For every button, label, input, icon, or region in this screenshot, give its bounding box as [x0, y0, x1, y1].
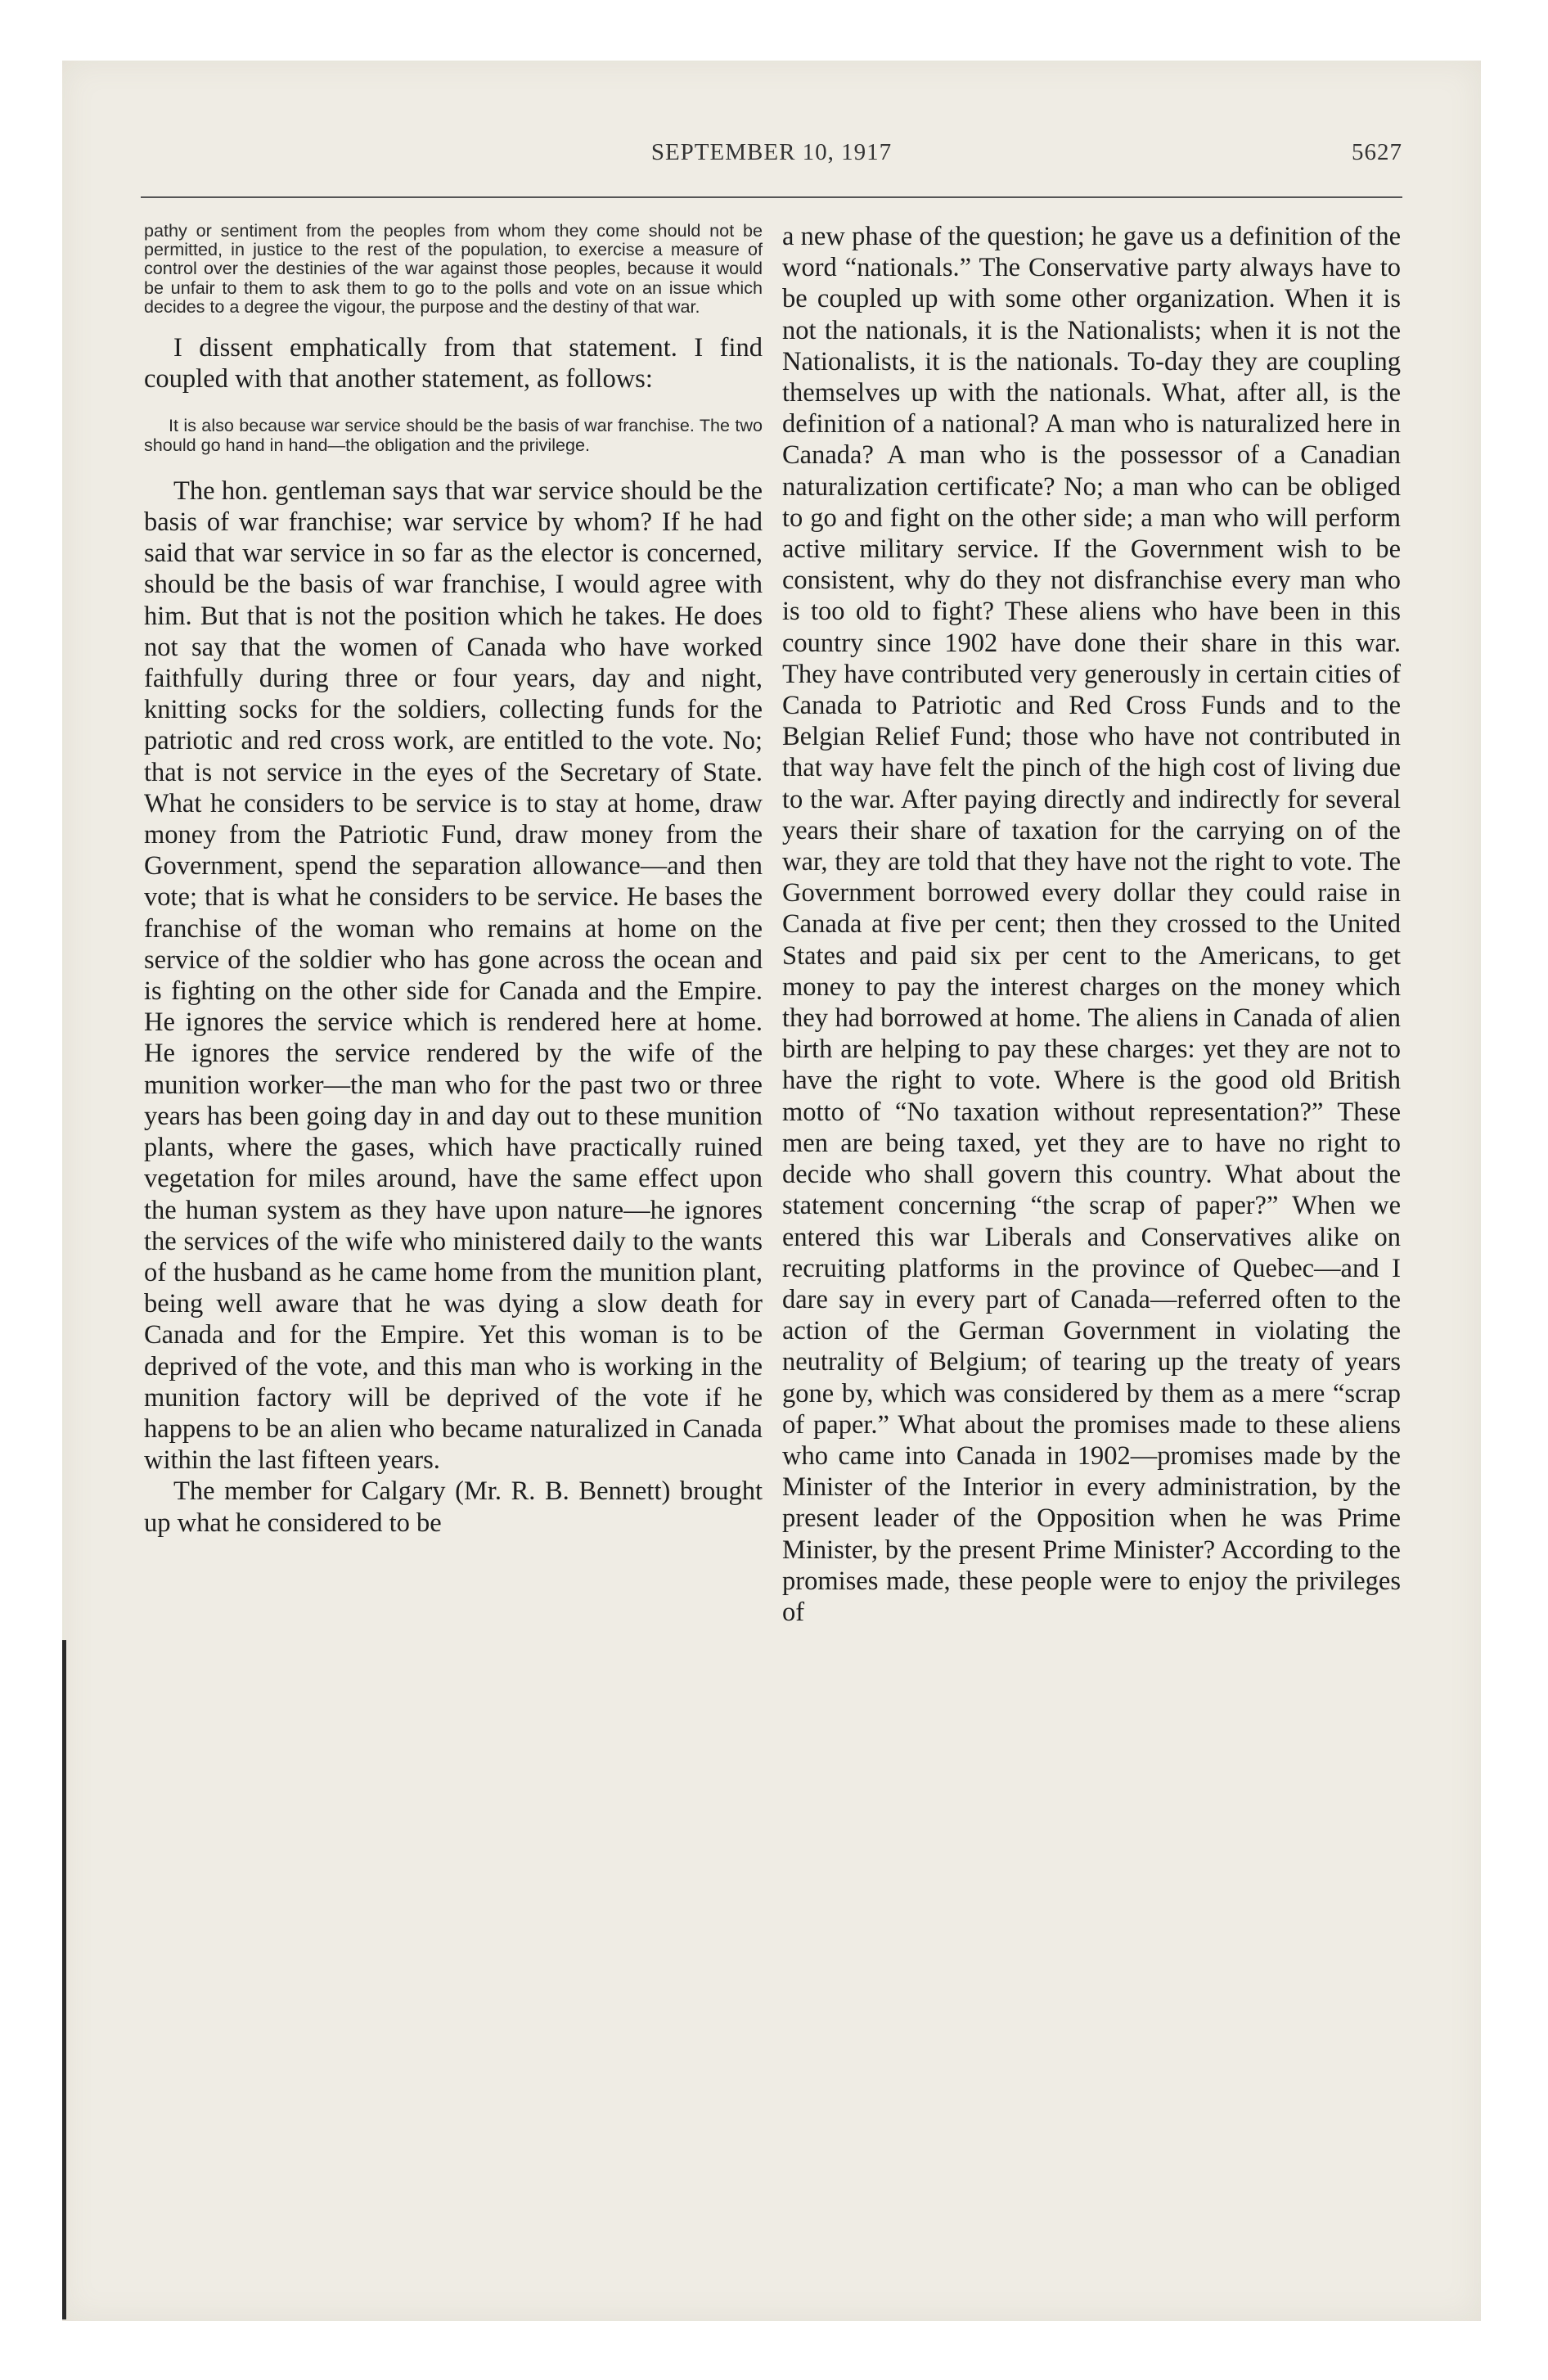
quoted-passage-2: It is also because war service should be the basis of war franchise. The two should go hand in hand—the obligation and the privilege.	[144, 415, 763, 455]
page-number: 5627	[1352, 139, 1402, 165]
page-header	[141, 139, 1402, 188]
binding-edge-shadow	[62, 1640, 66, 2319]
paragraph: The hon. gentleman says that war service should be the basis of war franchise; war service by whom? If he had said that war service in so far as the elector is concerned, should be the basis of war franchise, I would agree with him. But that is not the position which he takes. He does not say that the women of Canada who have worked faithfully during three or four years, day and night, knitting socks for the soldiers, collecting funds for the patriotic and red cross work, are entitled to the vote. No; that is not service in the eyes of the Secretary of State. What he considers to be service is to stay at home, draw money from the Patriotic Fund, draw money from the Government, spend the separation allowance—and then vote; that is what he considers to be service. He bases the franchise of the woman who remains at home on the service of the soldier who has gone across the ocean and is fighting on the other side for Canada and the Empire. He ignores the service which is rendered here at home. He ignores the service rendered by the wife of the munition worker—the man who for the past two or three years has been going day in and day out to these munition plants, where the gases, which have practically ruined vegetation for miles around, have the same effect upon the human system as they have upon nature—he ignores the services of the wife who ministered daily to the wants of the husband as he came home from the munition plant, being well aware that he was dying a slow death for Canada and for the Empire. Yet this woman is to be deprived of the vote, and this man who is working in the munition factory will be deprived of the vote if he happens to be an alien who became naturalized in Canada within the last fifteen years.	[144, 476, 763, 1476]
right-column	[782, 221, 1401, 1628]
header-rule	[141, 196, 1402, 198]
scanned-page	[62, 61, 1481, 2321]
paragraph: The member for Calgary (Mr. R. B. Bennett) brought up what he considered to be	[144, 1476, 763, 1538]
header-date: SEPTEMBER 10, 1917	[650, 139, 893, 165]
left-column	[144, 221, 763, 1539]
paragraph: I dissent emphatically from that statement. I find coupled with that another statement, as follows:	[144, 333, 763, 394]
quoted-passage-1: pathy or sentiment from the peoples from whom they come should not be permitted, in justice to the rest of the population, to exercise a measure of control over the destinies of the war against those peoples, because it would be unfair to them to ask them to go to the polls and vote on an issue which decides to a degree the vigour, the purpose and the destiny of that war.	[144, 220, 763, 317]
paragraph: a new phase of the question; he gave us a definition of the word “nationals.” The Conservative party always have to be coupled up with some other organization. When it is not the nationals, it is the Nationalists; when it is not the Nationalists, it is the nationals. To-day they are coupling themselves up with the nationals. What, after all, is the definition of a national? A man who is naturalized here in Canada? A man who is the possessor of a Canadian naturalization certificate? No; a man who can be obliged to go and fight on the other side; a man who will perform active military service. If the Government wish to be consistent, why do they not disfranchise every man who is too old to fight? These aliens who have been in this country since 1902 have done their share in this war. They have contributed very generously in certain cities of Canada to Patriotic and Red Cross Funds and to the Belgian Relief Fund; those who have not contributed in that way have felt the pinch of the high cost of living due to the war. After paying directly and indirectly for several years their share of taxation for the carrying on of the war, they are told that they have not the right to vote. The Government borrowed every dollar they could raise in Canada at five per cent; then they crossed to the United States and paid six per cent to the Americans, to get money to pay the interest charges on the money which they had borrowed at home. The aliens in Canada of alien birth are helping to pay these charges: yet they are not to have the right to vote. Where is the good old British motto of “No taxation without representation?” These men are being taxed, yet they are to have no right to decide who shall govern this country. What about the statement concerning “the scrap of paper?” When we entered this war Liberals and Conservatives alike on recruiting platforms in the province of Quebec—and I dare say in every part of Canada—referred often to the action of the German Government in violating the neutrality of Belgium; of tearing up the treaty of years gone by, which was considered by them as a mere “scrap of paper.” What about the promises made to these aliens who came into Canada in 1902—promises made by the Minister of the Interior in every administration, by the present leader of the Opposition when he was Prime Minister, by the present Prime Minister? According to the promises made, these people were to enjoy the privileges of	[782, 222, 1401, 1627]
